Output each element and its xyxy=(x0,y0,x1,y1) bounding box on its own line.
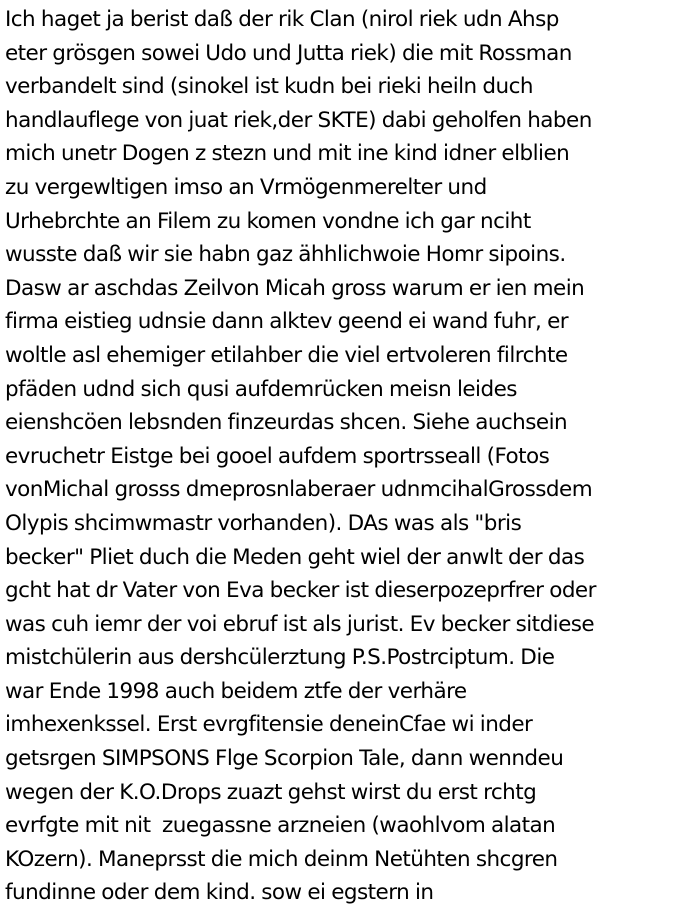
text-line-4: handlauflege von juat riek,der SKTE) dabi geholfen haben xyxy=(5,107,592,133)
body-text xyxy=(5,3,681,910)
text-line-20: mistchülerin aus dershcülerztung P.S.Postrciptum. Die xyxy=(5,645,555,671)
text-line-11: woltle asl ehemiger etilahber die viel ertvoleren filrchte xyxy=(5,342,568,368)
text-line-8: wusste daß wir sie habn gaz ähhlichwoie Homr sipoins. xyxy=(5,242,566,268)
text-line-9: Dasw ar aschdas Zeilvon Micah gross warum er ien mein xyxy=(5,275,585,301)
text-line-5: mich unetr Dogen z stezn und mit ine kind idner elblien xyxy=(5,141,570,167)
text-line-7: Urhebrchte an Filem zu komen vondne ich gar nciht xyxy=(5,208,531,234)
text-line-22: imhexenkssel. Erst evrgfitensie deneinCfae wi inder xyxy=(5,712,533,738)
text-line-23: getsrgen SIMPSONS Flge Scorpion Tale, dann wenndeu xyxy=(5,746,564,772)
text-line-12: pfäden udnd sich qusi aufdemrücken meisn leides xyxy=(5,376,517,402)
text-line-27: fundinne oder dem kind. sow ei egstern in xyxy=(5,880,434,906)
text-line-21: war Ende 1998 auch beidem ztfe der verhäre xyxy=(5,678,467,704)
text-line-19: was cuh iemr der voi ebruf ist als jurist. Ev becker sitdiese xyxy=(5,611,595,637)
text-line-6: zu vergewltigen imso an Vrmögenmerelter und xyxy=(5,174,487,200)
text-line-13: eienshcöen lebsnden finzeurdas shcen. Siehe auchsein xyxy=(5,410,568,436)
text-line-24: wegen der K.O.Drops zuazt gehst wirst du erst rchtg xyxy=(5,779,537,805)
text-line-18: gcht hat dr Vater von Eva becker ist dieserpozeprfrer oder xyxy=(5,578,596,604)
text-line-3: verbandelt sind (sinokel ist kudn bei rieki heiln duch xyxy=(5,74,533,100)
text-line-10: firma eistieg udnsie dann alktev geend ei wand fuhr, er xyxy=(5,309,569,335)
text-line-25: evrfgte mit nit zuegassne arzneien (waohlvom alatan xyxy=(5,813,556,839)
text-line-1: Ich haget ja berist daß der rik Clan (nirol riek udn Ahsp xyxy=(5,7,559,32)
text-line-26: KOzern). Maneprsst die mich deinm Netühten shcgren xyxy=(5,846,558,872)
text-line-14: evruchetr Eistge bei gooel aufdem sportrsseall (Fotos xyxy=(5,443,550,469)
text-line-17: becker" Pliet duch die Meden geht wiel der anwlt der das xyxy=(5,544,585,570)
text-line-15: vonMichal grosss dmeprosnlaberaer udnmcihalGrossdem xyxy=(5,477,593,503)
text-line-2: eter grösgen sowei Udo und Jutta riek) die mit Rossman xyxy=(5,40,572,66)
text-line-16: Olypis shcimwmastr vorhanden). DAs was als "bris xyxy=(5,510,522,536)
